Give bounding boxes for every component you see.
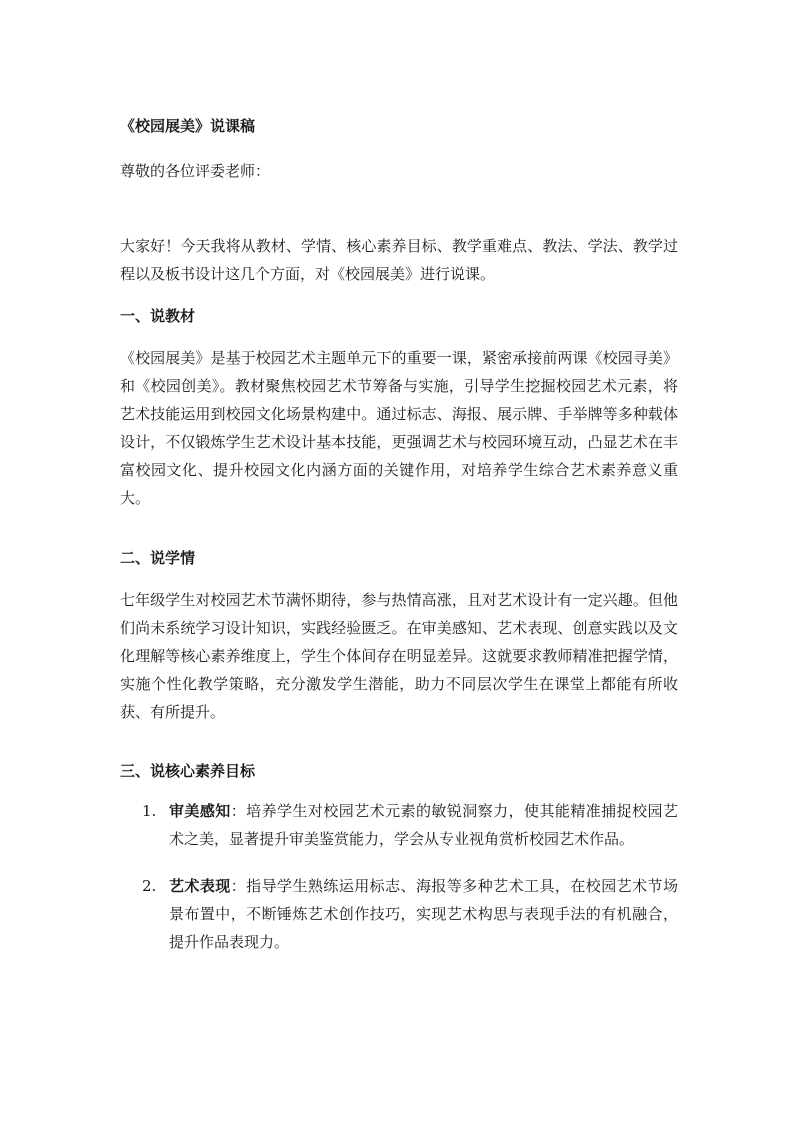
list-item-body [169, 797, 678, 853]
list-item-body [169, 872, 678, 956]
section-body-students: 七年级学生对校园艺术节满怀期待，参与热情高涨，且对艺术设计有一定兴趣。但他们尚未系统学习设计知识，实践经验匮乏。在审美感知、艺术表现、创意实践以及文化理解等核心素养维度上，学生个体间存在明显差异。这就要求教师精准把握学情，实施个性化教学策略，充分激发学生潜能，助力不同层次学生在课堂上都能有所收获、有所提升。 [120, 591, 678, 721]
section-heading-students: 二、说学情 [120, 549, 196, 567]
section-body-textbook: 《校园展美》是基于校园艺术主题单元下的重要一课，紧密承接前两课《校园寻美》和《校园创美》。教材聚焦校园艺术节筹备与实施，引导学生挖掘校园艺术元素，将艺术技能运用到校园文化场景构建中。通过标志、海报、展示牌、手举牌等多种载体设计，不仅锻炼学生艺术设计基本技能，更强调艺术与校园环境互动，凸显艺术在丰富校园文化、提升校园文化内涵方面的关键作用，对培养学生综合艺术素养意义重大。 [120, 349, 678, 507]
list-item-lead: 审美感知 [169, 802, 231, 820]
list-item [142, 797, 678, 853]
list-item-text: ：指导学生熟练运用标志、海报等多种艺术工具，在校园艺术节场景布置中，不断锤炼艺术创作技巧，实现艺术构思与表现手法的有机融合，提升作品表现力。 [169, 877, 678, 951]
list-item-number: 2. [142, 877, 157, 895]
list-item-lead: 艺术表现 [169, 877, 231, 895]
list-item [142, 872, 678, 956]
salutation: 尊敬的各位评委老师： [120, 162, 271, 180]
list-item-number: 1. [142, 802, 157, 820]
document-title: 《校园展美》说课稿 [120, 117, 256, 135]
section-heading-textbook: 一、说教材 [120, 307, 196, 325]
list-item-text: ：培养学生对校园艺术元素的敏锐洞察力，使其能精准捕捉校园艺术之美，显著提升审美鉴赏能力，学会从专业视角赏析校园艺术作品。 [169, 802, 678, 848]
intro-paragraph: 大家好！今天我将从教材、学情、核心素养目标、教学重难点、教法、学法、教学过程以及板书设计这几个方面，对《校园展美》进行说课。 [120, 237, 678, 283]
section-heading-goals: 三、说核心素养目标 [120, 762, 256, 780]
